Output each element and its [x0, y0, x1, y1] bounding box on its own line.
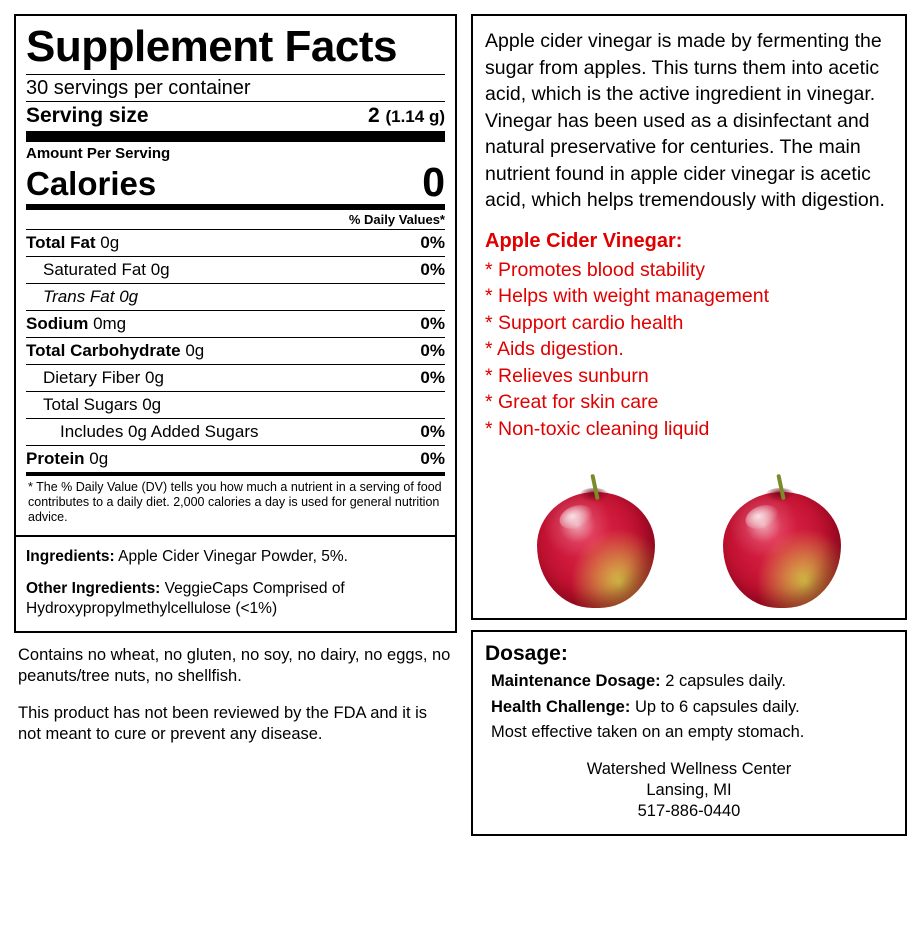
disclaimers [14, 633, 457, 745]
nutrient-percent: 0% [420, 422, 445, 441]
nutrient-row [26, 365, 445, 391]
list-item: * Promotes blood stability [485, 257, 893, 284]
company-phone: 517-886-0440 [637, 802, 741, 820]
company-name: Watershed Wellness Center [586, 760, 792, 778]
maintenance-dosage-label: Maintenance Dosage: [491, 672, 661, 690]
list-item: * Great for skin care [485, 389, 893, 416]
other-ingredients-label: Other Ingredients: [26, 580, 161, 597]
left-column [14, 14, 457, 745]
nutrient-name-rest: 0g [95, 233, 120, 252]
list-item: * Helps with weight management [485, 283, 893, 310]
ingredients-text: Apple Cider Vinegar Powder, 5%. [114, 548, 348, 565]
nutrient-row [26, 338, 445, 364]
allergen-disclaimer: Contains no wheat, no gluten, no soy, no dairy, no eggs, no peanuts/tree nuts, no shellfish. [18, 646, 451, 685]
servings-per-container: 30 servings per container [26, 77, 251, 99]
divider-thick [26, 131, 445, 142]
acv-description: Apple cider vinegar is made by fermenting the sugar from apples. This turns them into acetic acid, which is the active ingredient in vinegar. Vinegar has been used as a disinfectant and natural preservative for centuries. The main nutrient found in apple cider vinegar is acetic acid, which helps tremendously with digestion. [485, 30, 885, 211]
nutrient-percent: 0% [420, 233, 445, 252]
nutrient-row [26, 230, 445, 256]
calories-row [26, 159, 445, 205]
nutrient-name [26, 233, 119, 253]
nutrient-percent: 0% [420, 449, 445, 468]
apple-body [723, 492, 841, 608]
nutrient-name [26, 341, 204, 361]
health-challenge-line [485, 696, 893, 718]
nutrient-name [26, 314, 126, 334]
health-challenge-text: Up to 6 capsules daily. [630, 698, 800, 716]
nutrient-row [26, 257, 445, 283]
nutrient-name-rest: 0g [84, 449, 109, 468]
nutrient-name: Includes 0g Added Sugars [60, 422, 259, 441]
serving-size-value: 2 [367, 104, 380, 127]
nutrient-percent: 0% [420, 314, 445, 333]
serving-size-label: Serving size [26, 104, 149, 127]
calories-label: Calories [26, 165, 157, 202]
daily-value-footnote: * The % Daily Value (DV) tells you how much a nutrient in a serving of food contributes to a daily diet. 2,000 calories a day is used for general nutrition advice. [28, 480, 442, 524]
company-block [485, 759, 893, 822]
nutrient-percent: 0% [420, 341, 445, 360]
serving-size-weight: (1.14 g) [385, 107, 445, 126]
maintenance-dosage-text: 2 capsules daily. [660, 672, 786, 690]
info-box [471, 14, 907, 620]
apple-body [537, 492, 655, 608]
dosage-title: Dosage: [485, 642, 568, 665]
nutrient-name-bold: Total Carbohydrate [26, 341, 181, 360]
benefits-list [485, 257, 893, 443]
supplement-facts-panel [14, 14, 457, 537]
nutrient-row [26, 419, 445, 445]
ingredients-label: Ingredients: [26, 548, 115, 565]
list-item: * Support cardio health [485, 310, 893, 337]
dosage-box [471, 630, 907, 836]
nutrient-name-rest: 0g [180, 341, 205, 360]
health-challenge-note: Most effective taken on an empty stomach. [491, 723, 805, 741]
apple-photos [485, 456, 893, 608]
nutrient-name: Total Sugars 0g [43, 395, 162, 414]
calories-value: 0 [422, 159, 445, 205]
nutrient-name [26, 449, 108, 469]
other-ingredients-line [26, 579, 445, 619]
nutrient-row [26, 284, 445, 310]
list-item: * Non-toxic cleaning liquid [485, 416, 893, 443]
health-challenge-label: Health Challenge: [491, 698, 631, 716]
nutrient-name-rest: 0mg [88, 314, 127, 333]
nutrient-row [26, 392, 445, 418]
ingredients-panel [14, 537, 457, 633]
fda-disclaimer: This product has not been reviewed by the FDA and it is not meant to cure or prevent any disease. [18, 704, 428, 743]
serving-size-value-group [368, 104, 445, 128]
nutrient-name-bold: Total Fat [26, 233, 96, 252]
nutrient-row [26, 311, 445, 337]
apple-image-right [723, 474, 841, 608]
list-item: * Relieves sunburn [485, 363, 893, 390]
maintenance-dosage-line [485, 670, 893, 692]
nutrient-name: Dietary Fiber 0g [43, 368, 164, 387]
supplement-facts-title: Supplement Facts [26, 22, 397, 71]
other-ingredients-text: VeggieCaps Comprised of Hydroxypropylmethylcellulose (<1%) [26, 580, 345, 617]
nutrient-row [26, 446, 445, 472]
amount-per-serving-label: Amount Per Serving [26, 145, 171, 162]
ingredients-line [26, 547, 445, 567]
nutrient-name-bold: Protein [26, 449, 85, 468]
list-item: * Aids digestion. [485, 336, 893, 363]
nutrient-name: Saturated Fat 0g [43, 260, 170, 279]
company-city: Lansing, MI [646, 781, 732, 799]
benefits-heading: Apple Cider Vinegar: [485, 229, 683, 252]
nutrient-name: Trans Fat 0g [43, 287, 139, 306]
apple-image-left [537, 474, 655, 608]
serving-size-row [26, 102, 445, 131]
right-column [471, 14, 907, 836]
nutrient-percent: 0% [420, 260, 445, 279]
daily-value-header: % Daily Values* [348, 212, 445, 227]
nutrient-name-bold: Sodium [26, 314, 89, 333]
nutrient-percent: 0% [420, 368, 445, 387]
